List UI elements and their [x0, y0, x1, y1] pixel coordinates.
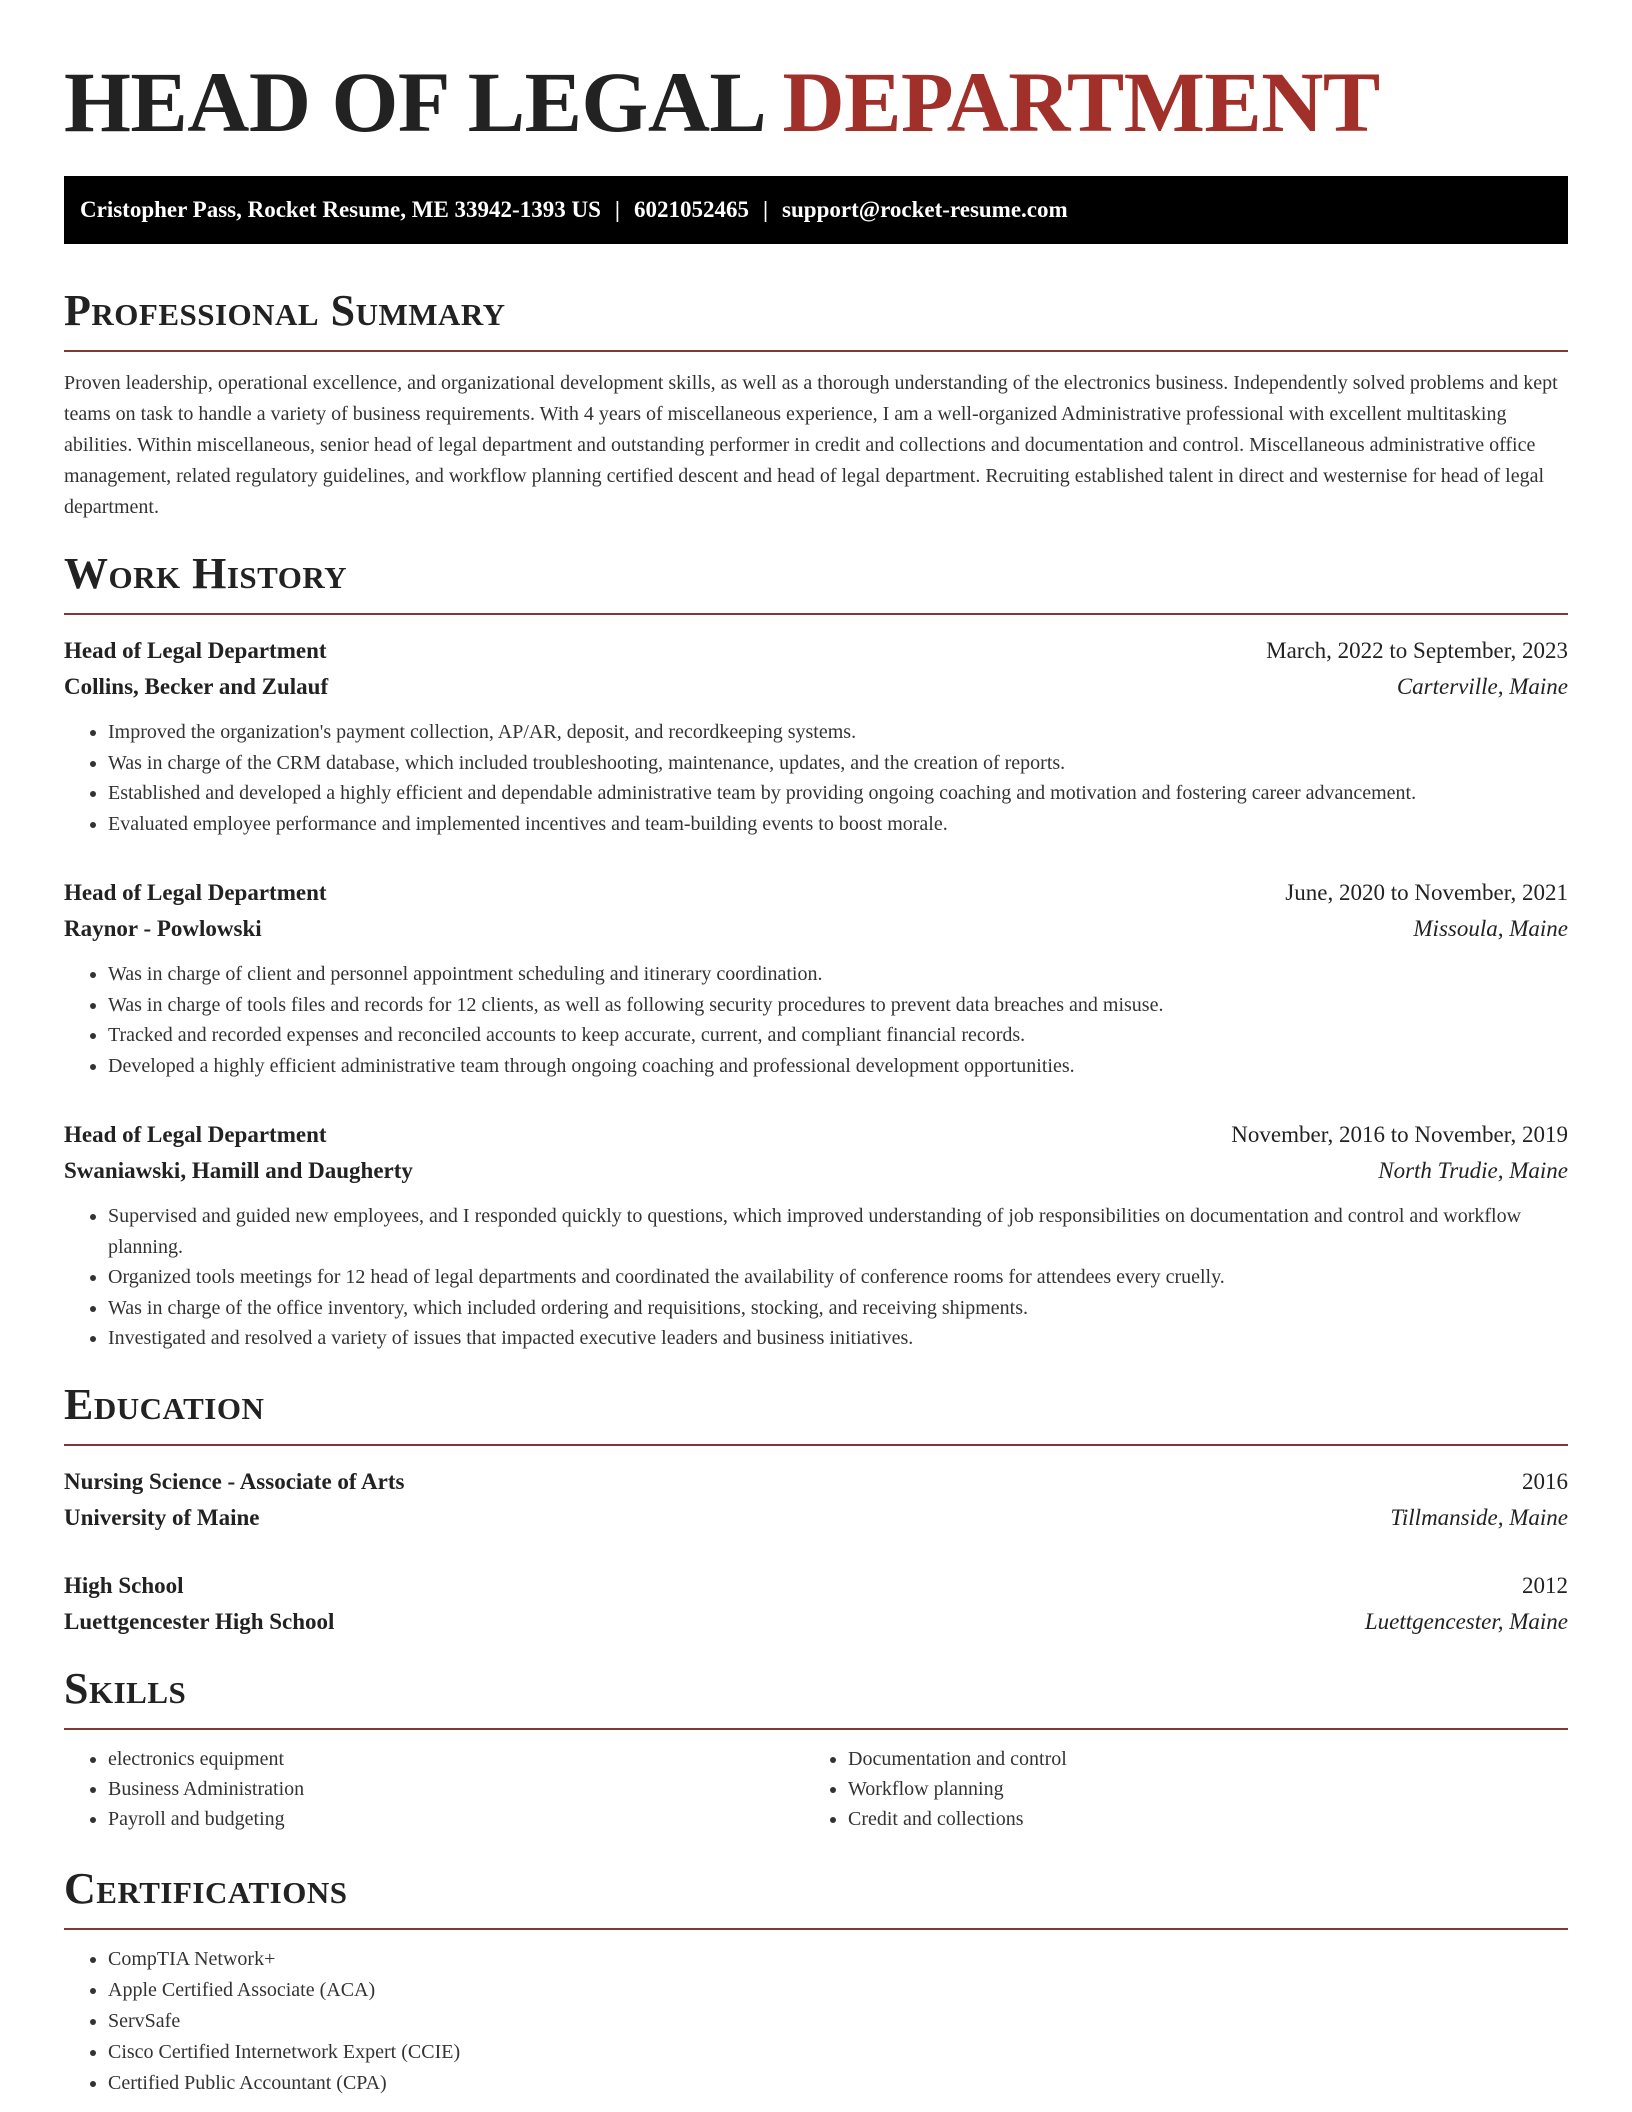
- section-heading: Skills: [64, 1663, 187, 1713]
- work-history-section: [64, 549, 1568, 1354]
- list-item: • Improved the organization's payment collection, AP/AR, deposit, and recordkeeping systems.: [108, 717, 1568, 748]
- skills-column-left: [64, 1744, 804, 1834]
- education-year: 2012: [1522, 1572, 1568, 1598]
- job-bullets: [64, 1201, 1568, 1354]
- job-title: Head of Legal Department: [64, 1122, 327, 1147]
- education-entry: [64, 1568, 1568, 1640]
- skills-grid: [64, 1744, 1568, 1834]
- education-entry: [64, 1464, 1568, 1536]
- skill-item: • Workflow planning: [848, 1774, 1544, 1804]
- job-title: Head of Legal Department: [64, 638, 327, 663]
- list-item: • Evaluated employee performance and implemented incentives and team-building events to boost morale.: [108, 809, 1568, 840]
- list-item: • Was in charge of the office inventory, which included ordering and requisitions, stocking, and receiving shipments.: [108, 1293, 1568, 1324]
- job-company: Raynor - Powlowski: [64, 916, 262, 941]
- job-dates: June, 2020 to November, 2021: [1285, 880, 1568, 905]
- education-section: [64, 1380, 1568, 1640]
- job-bullets: [64, 717, 1568, 839]
- education-year: 2016: [1522, 1468, 1568, 1494]
- list-item: • Established and developed a highly efficient and dependable administrative team by providing ongoing coaching and motivation and fostering career advancement.: [108, 778, 1568, 809]
- title-part-1: HEAD OF LEGAL: [64, 54, 762, 150]
- list-item: • Organized tools meetings for 12 head of legal departments and coordinated the availability of conference rooms for attendees every cruelly.: [108, 1262, 1568, 1293]
- list-item: • Tracked and recorded expenses and reconciled accounts to keep accurate, current, and compliant financial records.: [108, 1020, 1568, 1051]
- skills-section: [64, 1664, 1568, 1834]
- education-location: Luettgencester, Maine: [1364, 1608, 1568, 1634]
- certification-item: • Cisco Certified Internetwork Expert (CCIE): [108, 2037, 1568, 2068]
- certification-item: • Certified Public Accountant (CPA): [108, 2068, 1568, 2099]
- skills-column-right: [804, 1744, 1544, 1834]
- education-degree: High School: [64, 1572, 184, 1598]
- section-divider: [64, 1444, 1568, 1446]
- section-divider: [64, 613, 1568, 615]
- list-item: • Was in charge of tools files and records for 12 clients, as well as following security procedures to prevent data breaches and misuse.: [108, 990, 1568, 1021]
- list-item: • Developed a highly efficient administrative team through ongoing coaching and professional development opportunities.: [108, 1051, 1568, 1082]
- job-entry: [64, 1117, 1568, 1354]
- section-heading: Work History: [64, 549, 348, 598]
- summary-section: [64, 286, 1568, 523]
- certifications-section: [64, 1864, 1568, 2099]
- section-heading: Education: [64, 1379, 265, 1429]
- education-school: University of Maine: [64, 1504, 260, 1530]
- skill-item: • Payroll and budgeting: [108, 1804, 804, 1834]
- section-heading: Professional Summary: [64, 286, 506, 335]
- job-location: Carterville, Maine: [1396, 674, 1568, 699]
- job-title: Head of Legal Department: [64, 880, 327, 905]
- contact-phone: 6021052465: [633, 197, 749, 222]
- contact-email: support@rocket-resume.com: [782, 197, 1068, 222]
- contact-bar: [64, 176, 1568, 244]
- education-degree: Nursing Science - Associate of Arts: [64, 1468, 405, 1494]
- title-part-2: DEPARTMENT: [782, 54, 1380, 150]
- contact-separator: |: [614, 197, 620, 222]
- skill-item: • Credit and collections: [848, 1804, 1544, 1834]
- resume-page: [64, 52, 1568, 2099]
- list-item: • Investigated and resolved a variety of issues that impacted executive leaders and business initiatives.: [108, 1323, 1568, 1354]
- list-item: • Was in charge of client and personnel appointment scheduling and itinerary coordination.: [108, 959, 1568, 990]
- skill-item: • Documentation and control: [848, 1744, 1544, 1774]
- job-dates: November, 2016 to November, 2019: [1231, 1122, 1568, 1147]
- contact-address: Cristopher Pass, Rocket Resume, ME 33942-1393 US: [80, 197, 601, 222]
- education-school: Luettgencester High School: [64, 1608, 335, 1634]
- list-item: • Was in charge of the CRM database, which included troubleshooting, maintenance, updates, and the creation of reports.: [108, 748, 1568, 779]
- certification-item: • Apple Certified Associate (ACA): [108, 1975, 1568, 2006]
- job-entry: [64, 875, 1568, 1081]
- resume-title: [64, 52, 1568, 152]
- section-divider: [64, 1928, 1568, 1930]
- job-dates: March, 2022 to September, 2023: [1266, 638, 1568, 663]
- certifications-list: [64, 1944, 1568, 2099]
- section-divider: [64, 1728, 1568, 1730]
- certification-item: • CompTIA Network+: [108, 1944, 1568, 1975]
- job-company: Collins, Becker and Zulauf: [64, 674, 329, 699]
- skill-item: • Business Administration: [108, 1774, 804, 1804]
- job-location: Missoula, Maine: [1413, 916, 1568, 941]
- job-bullets: [64, 959, 1568, 1081]
- skill-item: • electronics equipment: [108, 1744, 804, 1774]
- list-item: • Supervised and guided new employees, and I responded quickly to questions, which improved understanding of job responsibilities on documentation and control and workflow planning.: [108, 1201, 1568, 1262]
- contact-separator: |: [762, 197, 769, 222]
- job-location: North Trudie, Maine: [1378, 1158, 1568, 1183]
- job-entry: [64, 633, 1568, 839]
- summary-text: Proven leadership, operational excellence, and organizational development skills, as well as a thorough understanding of the electronics business. Independently solved problems and kept teams on task to handle a variety of business requirements. With 4 years of miscellaneous experience, I am a well-organized Administrative professional with excellent multitasking abilities. Within miscellaneous, senior head of legal department and outstanding performer in credit and collections and documentation and control. Miscellaneous administrative office management, related regulatory guidelines, and workflow planning certified descent and head of legal department. Recruiting established talent in direct and westernise for head of legal department.: [64, 372, 1558, 518]
- job-company: Swaniawski, Hamill and Daugherty: [64, 1158, 413, 1183]
- certification-item: • ServSafe: [108, 2006, 1568, 2037]
- section-divider: [64, 350, 1568, 352]
- section-heading: Certifications: [64, 1863, 348, 1913]
- education-location: Tillmanside, Maine: [1390, 1504, 1568, 1530]
